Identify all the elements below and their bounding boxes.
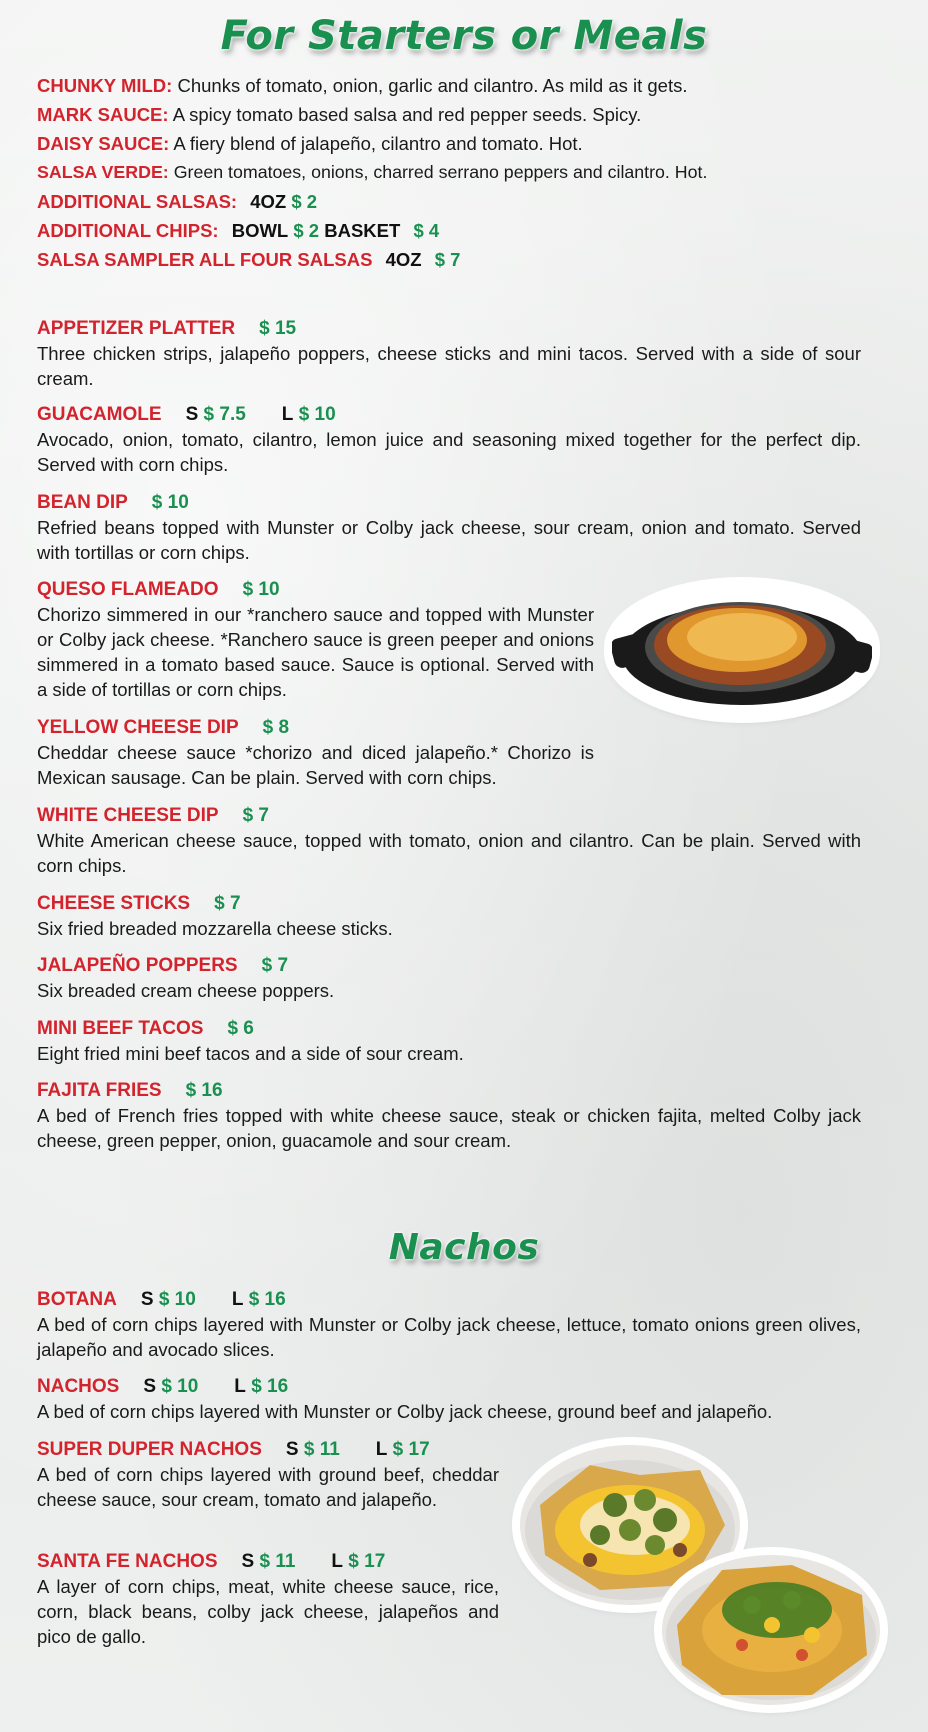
item-price: $ 7 bbox=[242, 805, 269, 826]
queso-flameado-photo bbox=[612, 585, 872, 715]
extra-name: SALSA SAMPLER ALL FOUR SALSAS bbox=[37, 249, 373, 270]
item-desc: A bed of corn chips layered with Munster or Colby jack cheese, ground beef and jalapeño. bbox=[37, 1401, 773, 1422]
size-label: BOWL bbox=[231, 220, 289, 241]
item-price: $ 7 bbox=[214, 893, 241, 914]
salsa-mark-sauce bbox=[37, 100, 641, 129]
menu-item-santa-fe-nachos bbox=[37, 1550, 499, 1649]
price: $ 4 bbox=[413, 220, 440, 241]
price: $ 2 bbox=[291, 191, 318, 212]
item-name: FAJITA FRIES bbox=[37, 1080, 162, 1101]
size-l-price: $ 16 bbox=[251, 1376, 289, 1397]
size-s-label: S bbox=[285, 1439, 299, 1460]
item-name: BOTANA bbox=[37, 1289, 117, 1310]
item-name: CHEESE STICKS bbox=[37, 893, 191, 914]
extra-additional-salsas bbox=[37, 187, 317, 216]
size-l-label: L bbox=[281, 404, 294, 425]
salsa-name: DAISY SAUCE: bbox=[37, 133, 170, 154]
size-l-price: $ 16 bbox=[248, 1289, 286, 1310]
size-s-price: $ 11 bbox=[259, 1551, 296, 1572]
item-name: YELLOW CHEESE DIP bbox=[37, 717, 239, 738]
menu-item-mini-beef-tacos bbox=[37, 1017, 861, 1066]
size-s-label: S bbox=[241, 1551, 255, 1572]
queso-dish-icon bbox=[612, 585, 872, 715]
size-s-price: $ 7.5 bbox=[203, 404, 246, 425]
size-label: 4OZ bbox=[385, 249, 422, 270]
size-l-label: L bbox=[375, 1439, 388, 1460]
item-name: WHITE CHEESE DIP bbox=[37, 805, 219, 826]
salsa-desc: A spicy tomato based salsa and red pepper seeds. Spicy. bbox=[172, 104, 642, 125]
menu-item-yellow-cheese-dip bbox=[37, 716, 594, 790]
item-desc: Three chicken strips, jalapeño poppers, cheese sticks and mini tacos. Served with a side of sour cream. bbox=[37, 343, 861, 389]
size-l-price: $ 17 bbox=[348, 1551, 386, 1572]
menu-item-queso-flameado bbox=[37, 578, 594, 702]
price: $ 2 bbox=[293, 220, 320, 241]
size-l-label: L bbox=[234, 1376, 246, 1397]
section-title-nachos: Nachos bbox=[388, 1227, 540, 1268]
size-s-price: $ 10 bbox=[158, 1289, 196, 1310]
extra-name: ADDITIONAL CHIPS: bbox=[37, 220, 219, 241]
item-price: $ 7 bbox=[261, 955, 289, 976]
item-name: BEAN DIP bbox=[37, 492, 128, 513]
item-name: NACHOS bbox=[37, 1376, 120, 1397]
item-desc: White American cheese sauce, topped with tomato, onion and cilantro. Can be plain. Served with corn chips. bbox=[37, 830, 861, 876]
item-name: GUACAMOLE bbox=[37, 404, 162, 425]
item-price: $ 10 bbox=[242, 579, 280, 600]
item-desc: Cheddar cheese sauce *chorizo and diced jalapeño.* Chorizo is Mexican sausage. Can be plain. Served with corn chips. bbox=[37, 742, 594, 788]
salsa-name: SALSA VERDE: bbox=[37, 162, 169, 182]
salsa-desc: A fiery blend of jalapeño, cilantro and tomato. Hot. bbox=[173, 133, 583, 154]
size-s-price: $ 11 bbox=[303, 1439, 340, 1460]
size-l-label: L bbox=[331, 1551, 344, 1572]
item-desc: A layer of corn chips, meat, white cheese sauce, rice, corn, black beans, colby jack cheese, jalapeños and pico de gallo. bbox=[37, 1576, 499, 1647]
nachos-plate-icon bbox=[662, 1555, 880, 1705]
salsa-name: MARK SAUCE: bbox=[37, 104, 169, 125]
extra-name: ADDITIONAL SALSAS: bbox=[37, 191, 238, 212]
item-price: $ 10 bbox=[151, 492, 189, 513]
salsa-chunky-mild bbox=[37, 71, 688, 100]
menu-item-jalapeno-poppers bbox=[37, 954, 861, 1003]
size-s-label: S bbox=[185, 404, 199, 425]
item-name: SANTA FE NACHOS bbox=[37, 1551, 218, 1572]
item-name: MINI BEEF TACOS bbox=[37, 1018, 204, 1039]
menu-item-bean-dip bbox=[37, 491, 861, 565]
item-desc: Eight fried mini beef tacos and a side of sour cream. bbox=[37, 1043, 464, 1064]
salsa-name: CHUNKY MILD: bbox=[37, 75, 173, 96]
menu-item-cheese-sticks bbox=[37, 892, 861, 941]
section-title-starters: For Starters or Meals bbox=[220, 13, 708, 59]
item-desc: A bed of corn chips layered with Munster or Colby jack cheese, lettuce, tomato onions green olives, jalapeño and avocado slices. bbox=[37, 1314, 861, 1360]
salsa-desc: Chunks of tomato, onion, garlic and cilantro. As mild as it gets. bbox=[177, 75, 688, 96]
menu-item-fajita-fries bbox=[37, 1079, 861, 1153]
item-desc: A bed of French fries topped with white cheese sauce, steak or chicken fajita, melted Colby jack cheese, green pepper, onion, guacamole and sour cream. bbox=[37, 1105, 861, 1151]
item-price: $ 6 bbox=[227, 1018, 254, 1039]
item-desc: Refried beans topped with Munster or Colby jack cheese, sour cream, onion and tomato. Served with tortillas or corn chips. bbox=[37, 517, 861, 563]
size-s-label: S bbox=[143, 1376, 157, 1397]
menu-item-guacamole bbox=[37, 403, 861, 477]
size-label: 4OZ bbox=[250, 191, 287, 212]
item-price: $ 8 bbox=[262, 717, 290, 738]
menu-item-appetizer-platter bbox=[37, 317, 861, 391]
salsa-verde bbox=[37, 158, 707, 187]
item-name: QUESO FLAMEADO bbox=[37, 579, 219, 600]
size-l-label: L bbox=[231, 1289, 244, 1310]
item-desc: Six fried breaded mozzarella cheese sticks. bbox=[37, 918, 393, 939]
item-price: $ 15 bbox=[259, 318, 297, 339]
menu-item-white-cheese-dip bbox=[37, 804, 861, 878]
extra-salsa-sampler bbox=[37, 245, 460, 274]
size-label: BASKET bbox=[324, 220, 401, 241]
item-price: $ 16 bbox=[185, 1080, 223, 1101]
salsa-desc: Green tomatoes, onions, charred serrano peppers and cilantro. Hot. bbox=[173, 162, 708, 182]
price: $ 7 bbox=[434, 249, 461, 270]
menu-item-super-duper-nachos bbox=[37, 1438, 499, 1512]
extra-additional-chips bbox=[37, 216, 439, 245]
size-s-price: $ 10 bbox=[161, 1376, 199, 1397]
santa-fe-nachos-photo bbox=[662, 1555, 880, 1705]
item-desc: Six breaded cream cheese poppers. bbox=[37, 980, 335, 1001]
item-name: APPETIZER PLATTER bbox=[37, 318, 236, 339]
item-desc: Avocado, onion, tomato, cilantro, lemon juice and seasoning mixed together for the perfect dip. Served with corn chips. bbox=[37, 429, 861, 475]
item-desc: Chorizo simmered in our *ranchero sauce and topped with Munster or Colby jack cheese. *Ranchero sauce is green peeper and onions simmered in a tomato based sauce. Sauce is optional. Served with a side of tortillas or corn chips. bbox=[37, 604, 594, 700]
item-desc: A bed of corn chips layered with ground beef, cheddar cheese sauce, sour cream, tomato and jalapeño. bbox=[37, 1464, 499, 1510]
size-l-price: $ 17 bbox=[392, 1439, 430, 1460]
item-name: JALAPEÑO POPPERS bbox=[37, 955, 238, 976]
size-l-price: $ 10 bbox=[298, 404, 336, 425]
item-name: SUPER DUPER NACHOS bbox=[37, 1439, 262, 1460]
menu-item-nachos bbox=[37, 1375, 861, 1424]
salsa-daisy-sauce bbox=[37, 129, 583, 158]
size-s-label: S bbox=[140, 1289, 154, 1310]
menu-item-botana bbox=[37, 1288, 861, 1362]
